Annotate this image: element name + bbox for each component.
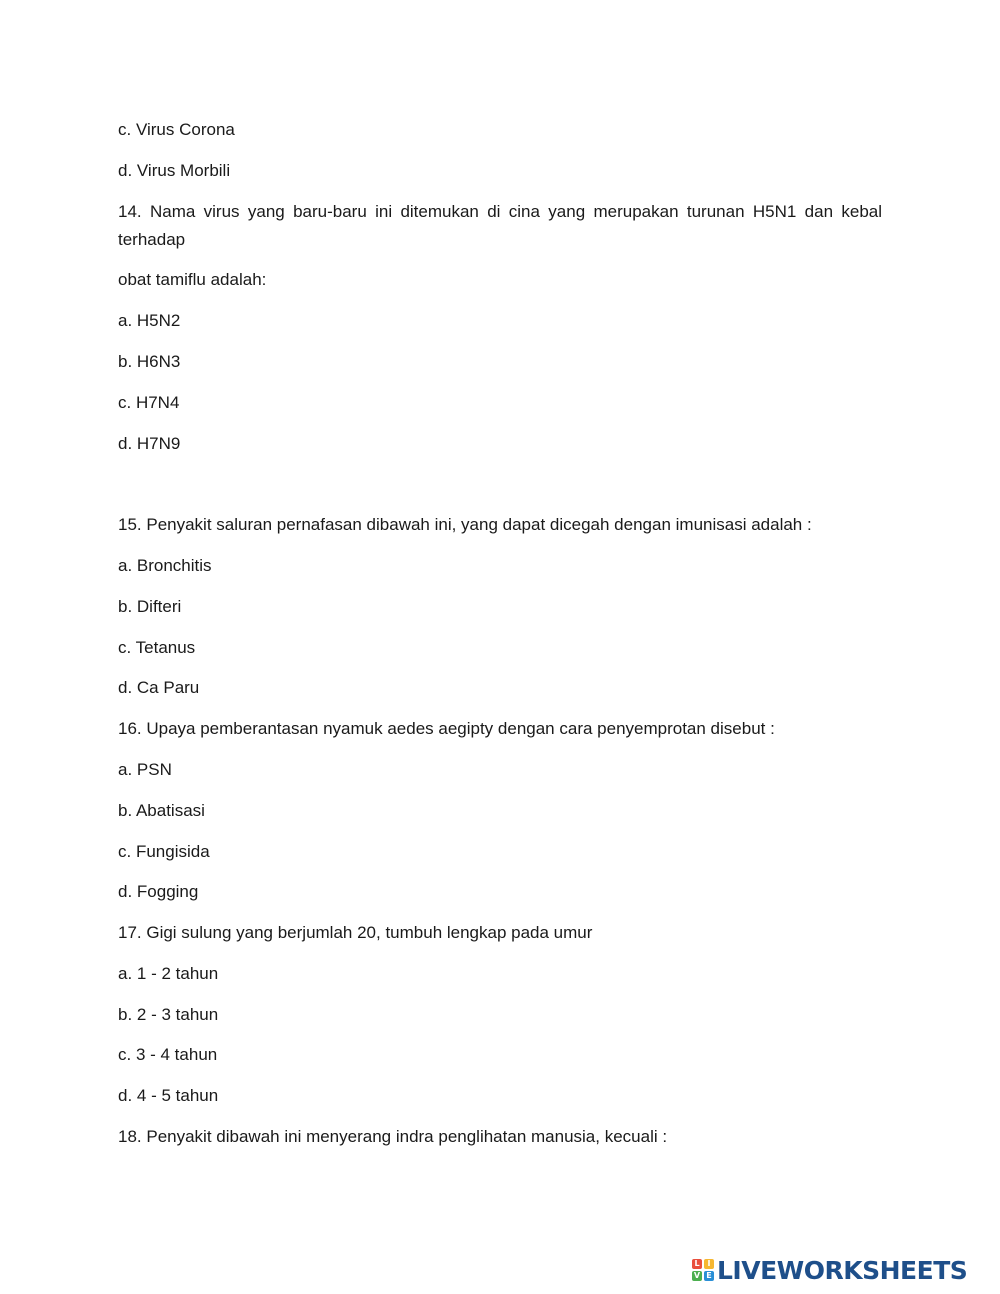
- question-14-continued: obat tamiflu adalah:: [118, 270, 267, 289]
- option-17c: c. 3 - 4 tahun: [118, 1045, 218, 1064]
- option-15c: c. Tetanus: [118, 638, 196, 657]
- logo-mark-letter: V: [693, 1271, 701, 1280]
- liveworksheets-logo: [692, 1256, 967, 1284]
- option-14a: a. H5N2: [118, 311, 181, 330]
- option-13c: c. Virus Corona: [118, 120, 235, 139]
- option-14b: b. H6N3: [118, 352, 181, 371]
- logo-mark-letter: L: [692, 1259, 702, 1269]
- option-16b: b. Abatisasi: [118, 801, 205, 820]
- option-16a: a. PSN: [118, 760, 172, 779]
- option-17d: d. 4 - 5 tahun: [118, 1086, 219, 1105]
- question-15: 15. Penyakit saluran pernafasan dibawah ini, yang dapat dicegah dengan imunisasi adalah :: [118, 515, 812, 534]
- logo-wordmark: LIVEWORKSHEETS: [717, 1255, 968, 1285]
- question-18: 18. Penyakit dibawah ini menyerang indra penglihatan manusia, kecuali :: [118, 1127, 668, 1146]
- question-14: 14. Nama virus yang baru-baru ini ditemukan di cina yang merupakan turunan H5N1 dan kebal terhadap: [118, 202, 882, 249]
- option-17b: b. 2 - 3 tahun: [118, 1005, 219, 1024]
- option-13d: d. Virus Morbili: [118, 161, 231, 180]
- question-17: 17. Gigi sulung yang berjumlah 20, tumbuh lengkap pada umur: [118, 923, 593, 942]
- logo-mark-letter: I: [704, 1259, 714, 1269]
- liveworksheets-mark-icon: [692, 1259, 714, 1281]
- option-15b: b. Difteri: [118, 597, 182, 616]
- option-17a: a. 1 - 2 tahun: [118, 964, 219, 983]
- question-16: 16. Upaya pemberantasan nyamuk aedes aegipty dengan cara penyemprotan disebut :: [118, 719, 775, 738]
- option-14c: c. H7N4: [118, 393, 180, 412]
- option-16d: d. Fogging: [118, 882, 199, 901]
- logo-mark-letter: E: [704, 1271, 714, 1281]
- option-16c: c. Fungisida: [118, 842, 210, 861]
- option-14d: d. H7N9: [118, 434, 181, 453]
- option-15d: d. Ca Paru: [118, 678, 200, 697]
- option-15a: a. Bronchitis: [118, 556, 212, 575]
